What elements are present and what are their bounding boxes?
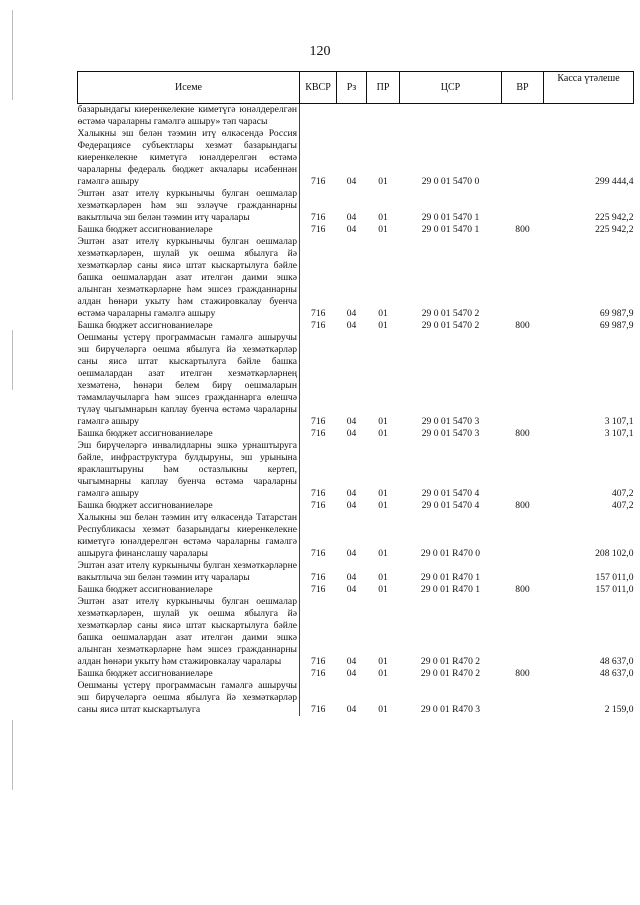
row-sum-cell: 3 107,1 <box>604 428 634 439</box>
row-csr-cell: 29 0 01 5470 4 <box>421 488 480 499</box>
table-row <box>78 560 634 584</box>
row-name-cell: Башка бюджет ассигнованиеләре <box>77 500 213 511</box>
row-rz-cell: 04 <box>346 668 357 679</box>
row-sum-cell: 69 987,9 <box>599 320 634 331</box>
row-csr-cell: 29 0 01 R470 3 <box>420 704 481 715</box>
row-vr-cell: 800 <box>515 428 530 439</box>
row-sum-cell: 225 942,2 <box>595 212 634 223</box>
row-rz-cell: 04 <box>346 320 357 331</box>
row-sum-cell: 157 011,0 <box>595 584 634 595</box>
table-row <box>78 236 634 320</box>
row-csr-cell: 29 0 01 R470 2 <box>420 656 481 667</box>
row-kvsr-cell: 716 <box>300 224 337 236</box>
column-header-name: Исеме <box>78 72 300 104</box>
row-kvsr-cell: 716 <box>300 440 337 500</box>
row-sum-cell: 2 159,0 <box>604 704 634 715</box>
row-name-cell: базарындагы киеренкелекне киметүгә юнәлдерелгән өстәмә чараларны гамәлгә ашыру» тәп чарасы <box>77 104 297 127</box>
row-csr-cell: 29 0 01 5470 3 <box>421 428 480 439</box>
row-pr-cell <box>367 104 400 129</box>
row-vr-cell <box>502 596 544 668</box>
row-rz-cell: 04 <box>346 704 357 715</box>
row-vr-cell: 800 <box>515 224 530 235</box>
row-csr-cell: 29 0 01 5470 0 <box>421 176 480 187</box>
column-header-rz: Рз <box>337 72 367 104</box>
row-pr-cell: 01 <box>378 308 388 319</box>
row-pr-cell: 01 <box>378 668 388 679</box>
row-csr-cell: 29 0 01 R470 0 <box>420 548 481 559</box>
row-name-cell: Халыкны эш белән тәэмин итү өлкәсендә Татарстан Республикасы хезмәт базарындагы киеренкелекне киметүгә юнәлдерелгән өстәмә чараларны гамәлгә ашыруга финанслашу чаралары <box>77 512 297 559</box>
row-pr-cell: 01 <box>378 548 388 559</box>
row-csr-cell: 29 0 01 R470 1 <box>420 584 481 595</box>
row-rz-cell: 04 <box>346 416 357 427</box>
row-pr-cell: 01 <box>378 212 388 223</box>
row-csr-cell: 29 0 01 5470 3 <box>421 416 480 427</box>
row-name-cell: Башка бюджет ассигнованиеләре <box>77 428 213 439</box>
scan-margin-rule <box>12 720 13 790</box>
row-csr-cell <box>400 104 502 129</box>
table-body <box>78 104 634 717</box>
row-pr-cell: 01 <box>378 572 388 583</box>
row-rz-cell: 04 <box>346 176 357 187</box>
table-row <box>78 512 634 560</box>
row-kvsr-cell: 716 <box>300 332 337 428</box>
row-name-cell: Башка бюджет ассигнованиеләре <box>77 668 213 679</box>
row-sum-cell: 48 637,0 <box>599 668 634 679</box>
table-row <box>78 128 634 188</box>
table-row <box>78 584 634 596</box>
table-row <box>78 104 634 129</box>
row-sum-cell: 48 637,0 <box>599 656 634 667</box>
row-sum-cell: 3 107,1 <box>604 416 634 427</box>
row-vr-cell <box>502 236 544 320</box>
row-name-cell: Халыкны эш белән тәэмин итү өлкәсендә Россия Федерациясе субъектлары хезмәт базарындагы киеренкелекне киметүгә юнәлдерелгән өстәмә чараларны федераль бюджет акчалары исәбеннән гамәлгә ашыру <box>77 128 297 187</box>
column-header-csr: ЦСР <box>400 72 502 104</box>
row-csr-cell: 29 0 01 5470 1 <box>421 212 480 223</box>
table-row <box>78 224 634 236</box>
row-name-cell: Башка бюджет ассигнованиеләре <box>77 320 213 331</box>
page-number: 120 <box>309 44 331 59</box>
row-sum-cell: 407,2 <box>611 488 634 499</box>
row-name-cell: Эштән азат ителү куркынычы булган хезмәткәрләрне вакытлыча эш белән тәэмин итү чаралары <box>77 560 297 583</box>
row-name-cell: Эш бирүчеләргә инвалидларны эшкә урнаштыруга бәйле, инфраструктура булдыруны, эш урынына яраклаштыруны һәм остазлыкны кертеп, чыгымнарны каплау буенча өстәмә чараларны гамәлгә ашыру <box>77 440 297 499</box>
column-header-pr: ПР <box>367 72 400 104</box>
row-sum-cell: 299 444,4 <box>595 176 634 187</box>
table-row <box>78 440 634 500</box>
row-kvsr-cell <box>300 104 337 129</box>
row-vr-cell <box>502 332 544 428</box>
row-pr-cell: 01 <box>378 488 388 499</box>
row-rz-cell: 04 <box>346 308 357 319</box>
row-csr-cell: 29 0 01 5470 4 <box>421 500 480 511</box>
row-vr-cell: 800 <box>515 500 530 511</box>
row-sum-cell: 208 102,0 <box>595 548 634 559</box>
row-vr-cell <box>502 104 544 129</box>
row-kvsr-cell: 716 <box>300 188 337 224</box>
row-vr-cell: 800 <box>515 584 530 595</box>
row-name-cell: Башка бюджет ассигнованиеләре <box>77 584 213 595</box>
row-pr-cell: 01 <box>378 224 388 235</box>
row-vr-cell <box>502 512 544 560</box>
row-vr-cell <box>502 188 544 224</box>
row-rz-cell: 04 <box>346 488 357 499</box>
row-pr-cell: 01 <box>378 428 388 439</box>
row-csr-cell: 29 0 01 5470 2 <box>421 320 480 331</box>
table-row <box>78 188 634 224</box>
row-rz-cell: 04 <box>346 428 357 439</box>
row-rz-cell: 04 <box>346 656 357 667</box>
row-kvsr-cell: 716 <box>300 680 337 716</box>
row-pr-cell: 01 <box>378 656 388 667</box>
row-rz-cell <box>337 104 367 129</box>
column-header-kvsr: КВСР <box>300 72 337 104</box>
scan-margin-rule <box>12 330 13 390</box>
row-kvsr-cell: 716 <box>300 236 337 320</box>
row-rz-cell: 04 <box>346 224 357 235</box>
row-sum-cell <box>544 104 634 129</box>
row-name-cell: Башка бюджет ассигнованиеләре <box>77 224 213 235</box>
row-pr-cell: 01 <box>378 584 388 595</box>
table-row <box>78 320 634 332</box>
row-sum-cell: 157 011,0 <box>595 572 634 583</box>
row-sum-cell: 407,2 <box>611 500 634 511</box>
row-rz-cell: 04 <box>346 584 357 595</box>
row-vr-cell <box>502 440 544 500</box>
row-vr-cell <box>502 128 544 188</box>
row-name-cell: Эштән азат ителү куркынычы булган оешмалар хезмәткәрләрен, шулай ук оешма ябылуга йә хезмәткәрләр саны яисә штат кыскартылуга бәйле башка оешмалардан азат ителгән даими эшкә алынган хезмәткәрләрне һәм эшсез гражданнарны алдан һөнәри укыту һәм стажировкалау чаралары <box>77 596 297 667</box>
row-kvsr-cell: 716 <box>300 596 337 668</box>
row-pr-cell: 01 <box>378 704 388 715</box>
row-name-cell: Эштән азат ителү куркынычы булган оешмалар хезмәткәрләрен, шулай ук оешма ябылуга йә хезмәткәрләр саны яисә штат кыскартылуга бәйле башка оешмалардан азат ителгән даими эшкә алынган хезмәткәрләрне һәм эшсез гражданнарны алдан һөнәри укыту һәм стажировкалау буенча өстәмә чараларны гамәлгә ашыру <box>77 236 297 319</box>
row-csr-cell: 29 0 01 R470 2 <box>420 668 481 679</box>
row-kvsr-cell: 716 <box>300 668 337 680</box>
table-row <box>78 596 634 668</box>
row-sum-cell: 69 987,9 <box>599 308 634 319</box>
row-kvsr-cell: 716 <box>300 128 337 188</box>
row-csr-cell: 29 0 01 R470 1 <box>420 572 481 583</box>
row-rz-cell: 04 <box>346 548 357 559</box>
row-kvsr-cell: 716 <box>300 512 337 560</box>
row-pr-cell: 01 <box>378 320 388 331</box>
table-row <box>78 680 634 716</box>
table-row <box>78 668 634 680</box>
row-name-cell: Эштән азат ителү куркынычы булган оешмалар хезмәткәрләрен һәм эш эзләүче гражданнарны вакытлыча эш белән тәэмин итү чаралары <box>77 188 297 223</box>
row-pr-cell: 01 <box>378 416 388 427</box>
row-vr-cell: 800 <box>515 320 530 331</box>
row-kvsr-cell: 716 <box>300 428 337 440</box>
column-header-vr: ВР <box>502 72 544 104</box>
table-row <box>78 428 634 440</box>
row-pr-cell: 01 <box>378 500 388 511</box>
row-csr-cell: 29 0 01 5470 1 <box>421 224 480 235</box>
row-pr-cell: 01 <box>378 176 388 187</box>
row-vr-cell <box>502 680 544 716</box>
row-rz-cell: 04 <box>346 212 357 223</box>
row-kvsr-cell: 716 <box>300 560 337 584</box>
row-sum-cell: 225 942,2 <box>595 224 634 235</box>
row-kvsr-cell: 716 <box>300 584 337 596</box>
row-kvsr-cell: 716 <box>300 500 337 512</box>
table-header <box>78 72 634 104</box>
row-name-cell: Оешманы үстерү программасын гамәлгә ашыручы эш бирүчеләргә оешма ябылуга йә хезмәткәрләр саны яисә штат кыскартылуга <box>77 680 297 715</box>
table-row <box>78 332 634 428</box>
row-rz-cell: 04 <box>346 572 357 583</box>
row-vr-cell <box>502 560 544 584</box>
column-header-sum: Касса үтәлеше <box>544 72 634 104</box>
row-rz-cell: 04 <box>346 500 357 511</box>
row-vr-cell: 800 <box>515 668 530 679</box>
table-row <box>78 500 634 512</box>
row-kvsr-cell: 716 <box>300 320 337 332</box>
row-name-cell: Оешманы үстерү программасын гамәлгә ашыручы эш бирүчеләргә оешма ябылуга йә хезмәткәрләр саны яисә штат кыскартылуга бәйле башка оешмалардан азат ителгән хезмәткәрләрнең хезмәтенә, һөнәри белем бирү оешмаларын тәмамлаучыларга һәм эшсез гражданнарга өлешчә түләү чыгымнарын каплау буенча өстәмә чараларны гамәлгә ашыру <box>77 332 297 427</box>
row-csr-cell: 29 0 01 5470 2 <box>421 308 480 319</box>
budget-table <box>77 71 634 716</box>
